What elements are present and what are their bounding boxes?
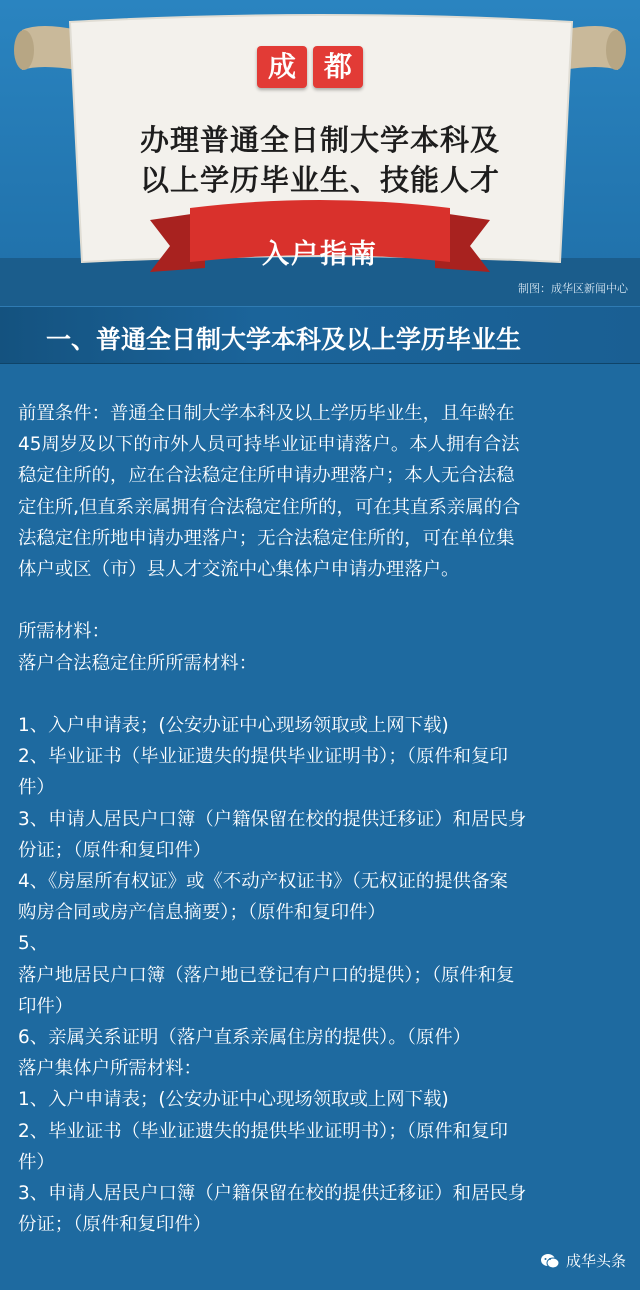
content-line: 落户集体户所需材料： <box>18 1058 202 1080</box>
content-line: 3、申请人居民户口簿（户籍保留在校的提供迁移证）和居民身 <box>18 808 527 830</box>
credit-text: 制图：成华区新闻中心 <box>518 282 628 295</box>
content-line: 4、《房屋所有权证》或《不动产权证书》（无权证的提供备案 <box>18 871 508 893</box>
city-badge-char-1: 成 <box>257 46 307 88</box>
content-line: 份证；（原件和复印件） <box>18 839 212 861</box>
content-line: 落户合法稳定住所所需材料： <box>18 652 258 674</box>
content-body <box>18 398 624 1240</box>
poster-header <box>0 0 640 306</box>
content-line: 2、毕业证书（毕业证遗失的提供毕业证明书）；（原件和复印 <box>18 746 508 768</box>
content-line: 1、入户申请表；(公安办证中心现场领取或上网下载) <box>18 715 449 736</box>
content-line: 2、毕业证书（毕业证遗失的提供毕业证明书）；（原件和复印 <box>18 1120 508 1142</box>
scroll-right-roll-end <box>606 30 626 70</box>
content-line: 3、申请人居民户口簿（户籍保留在校的提供迁移证）和居民身 <box>18 1183 527 1205</box>
content-line: 45周岁及以下的市外人员可持毕业证申请落户。本人拥有合法 <box>18 434 520 456</box>
blank-line <box>18 585 624 616</box>
content-line: 件） <box>18 1151 55 1173</box>
watermark-label: 成华头条 <box>565 1252 626 1270</box>
content-line: 印件） <box>18 995 74 1017</box>
content-line: 定住所,但直系亲属拥有合法稳定住所的，可在其直系亲属的合 <box>18 496 521 518</box>
content-line: 5、 <box>18 933 49 955</box>
content-line: 6、亲属关系证明（落户直系亲属住房的提供）。（原件） <box>18 1027 472 1049</box>
city-badge-char-2: 都 <box>313 46 363 88</box>
content-line: 体户或区（市）县人才交流中心集体户申请办理落户。 <box>18 559 460 581</box>
content-line: 落户地居民户口簿（落户地已登记有户口的提供）；（原件和复 <box>18 964 515 986</box>
content-line: 份证；（原件和复印件） <box>18 1214 212 1236</box>
blank-line <box>18 679 624 710</box>
scroll-left-roll-end <box>14 30 34 70</box>
content-line: 前置条件：普通全日制大学本科及以上学历毕业生，且年龄在 <box>18 403 515 424</box>
section-heading-bar <box>0 306 640 364</box>
ribbon-label: 入户指南 <box>262 239 378 270</box>
source-watermark <box>540 1250 626 1271</box>
section-title: 一、普通全日制大学本科及以上学历毕业生 <box>46 325 522 354</box>
poster-title-line-1: 办理普通全日制大学本科及 <box>139 123 500 157</box>
content-line: 件） <box>18 777 55 799</box>
content-line: 法稳定住所地申请办理落户；无合法稳定住所的，可在单位集 <box>18 527 515 549</box>
content-line: 购房合同或房产信息摘要）；（原件和复印件） <box>18 902 386 924</box>
content-line: 稳定住所的，应在合法稳定住所申请办理落户；本人无合法稳 <box>18 465 515 487</box>
content-line: 1、入户申请表；(公安办证中心现场领取或上网下载) <box>18 1089 449 1111</box>
wechat-icon <box>540 1253 560 1269</box>
poster-title-line-2: 以上学历毕业生、技能人才 <box>139 163 500 197</box>
content-line: 所需材料： <box>18 621 110 643</box>
